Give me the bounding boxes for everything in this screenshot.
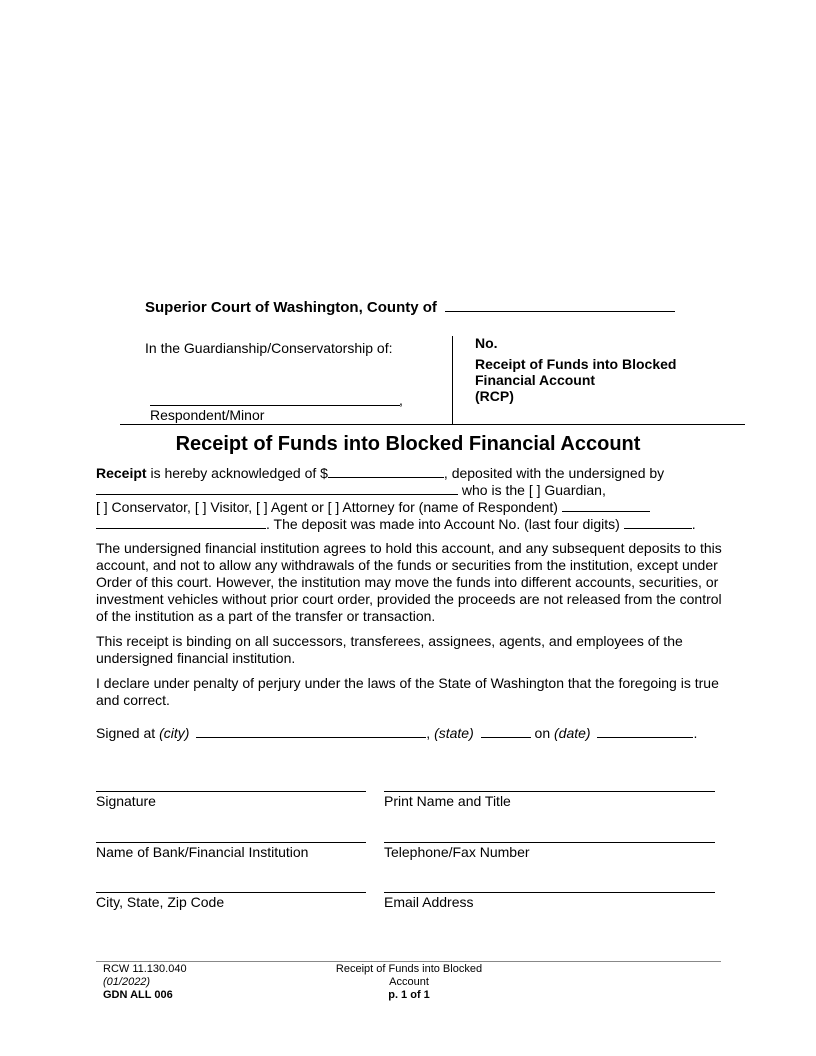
footer-rcw: RCW 11.130.040 <box>103 963 187 975</box>
signed-comma: , <box>426 725 435 741</box>
signed-at-line <box>96 725 697 741</box>
state-field[interactable] <box>481 725 531 738</box>
receipt-text-1: is hereby acknowledged of $ <box>146 465 328 481</box>
page-title: Receipt of Funds into Blocked Financial Account <box>175 433 641 455</box>
footer-title-line-2: Account <box>389 976 429 988</box>
receipt-block <box>96 465 696 533</box>
city-state-zip-label: City, State, Zip Code <box>96 894 225 910</box>
receipt-line-2 <box>96 482 696 499</box>
city-label: (city) <box>159 725 190 741</box>
respondent-label: Respondent/Minor <box>150 407 265 423</box>
respondent-name-field[interactable] <box>150 392 400 406</box>
city-field[interactable] <box>196 725 426 738</box>
receipt-lead: Receipt <box>96 465 147 481</box>
perjury-paragraph: I declare under penalty of perjury under the laws of the State of Washington that the foregoing is true and correct. <box>96 675 719 708</box>
form-title-box <box>475 356 676 404</box>
signature-label: Signature <box>96 793 156 809</box>
receipt-line-1 <box>96 465 696 482</box>
footer-center <box>309 963 509 1002</box>
on-label: on <box>530 725 554 741</box>
email-label: Email Address <box>384 894 474 910</box>
receipt-text-4: [ ] Conservator, [ ] Visitor, [ ] Agent or [ ] Attorney for (name of Respondent) <box>96 499 562 515</box>
signature-line[interactable] <box>96 791 366 792</box>
county-field[interactable] <box>445 299 675 312</box>
amount-field[interactable] <box>328 465 444 478</box>
print-name-label: Print Name and Title <box>384 793 511 809</box>
court-heading <box>145 299 675 316</box>
receipt-text-5: . The deposit was made into Account No. (last four digits) <box>266 516 624 532</box>
date-field[interactable] <box>597 725 693 738</box>
account-digits-field[interactable] <box>624 516 692 529</box>
telephone-label: Telephone/Fax Number <box>384 844 530 860</box>
footer-date: (01/2022) <box>103 976 151 988</box>
caption-divider-horizontal <box>120 424 745 425</box>
form-title-line-1: Receipt of Funds into Blocked <box>475 356 677 372</box>
print-name-line[interactable] <box>384 791 715 792</box>
court-label: Superior Court of Washington, County of <box>145 299 437 316</box>
footer-page: p. 1 of 1 <box>388 989 430 1001</box>
agreement-paragraph: The undersigned financial institution agrees to hold this account, and any subsequent deposits to this account, and not to allow any withdrawals of the funds or securities from the institution, except under Order of this court. However, the institution may move the funds into different accounts, securities, or investment vehicles without prior court order, provided the proceeds are not released from the control of the institution as a part of the transfer or transaction. <box>96 540 722 624</box>
signed-period: . <box>693 725 698 741</box>
state-label: (state) <box>434 725 474 741</box>
form-title-line-2: Financial Account <box>475 372 596 388</box>
footer-form-code: GDN ALL 006 <box>103 989 173 1001</box>
receipt-line-3 <box>96 499 696 516</box>
bank-name-label: Name of Bank/Financial Institution <box>96 844 309 860</box>
email-line[interactable] <box>384 892 715 893</box>
bank-name-line[interactable] <box>96 842 366 843</box>
binding-paragraph: This receipt is binding on all successors, transferees, assignees, agents, and employees of the undersigned financial institution. <box>96 633 683 666</box>
caption-divider-vertical <box>452 336 453 424</box>
receipt-text-3: who is the [ ] Guardian, <box>458 482 606 498</box>
case-caption: In the Guardianship/Conservatorship of: <box>145 340 393 356</box>
footer-left <box>103 963 187 1002</box>
date-label: (date) <box>554 725 591 741</box>
telephone-line[interactable] <box>384 842 715 843</box>
form-title-line-3: (RCP) <box>475 388 514 404</box>
case-number-label: No. <box>475 335 498 351</box>
city-state-zip-line[interactable] <box>96 892 366 893</box>
receipt-line-4 <box>96 516 696 533</box>
footer-divider <box>96 961 721 962</box>
respondent-comma: , <box>399 392 403 408</box>
receipt-text-6: . <box>691 516 696 532</box>
footer-title-line-1: Receipt of Funds into Blocked <box>335 963 483 975</box>
receipt-text-2: , deposited with the undersigned by <box>443 465 665 481</box>
respondent-name-continued-field[interactable] <box>96 516 266 529</box>
depositor-field[interactable] <box>96 482 458 495</box>
signed-at-prefix: Signed at <box>96 725 160 741</box>
respondent-name-field-2[interactable] <box>562 499 650 512</box>
